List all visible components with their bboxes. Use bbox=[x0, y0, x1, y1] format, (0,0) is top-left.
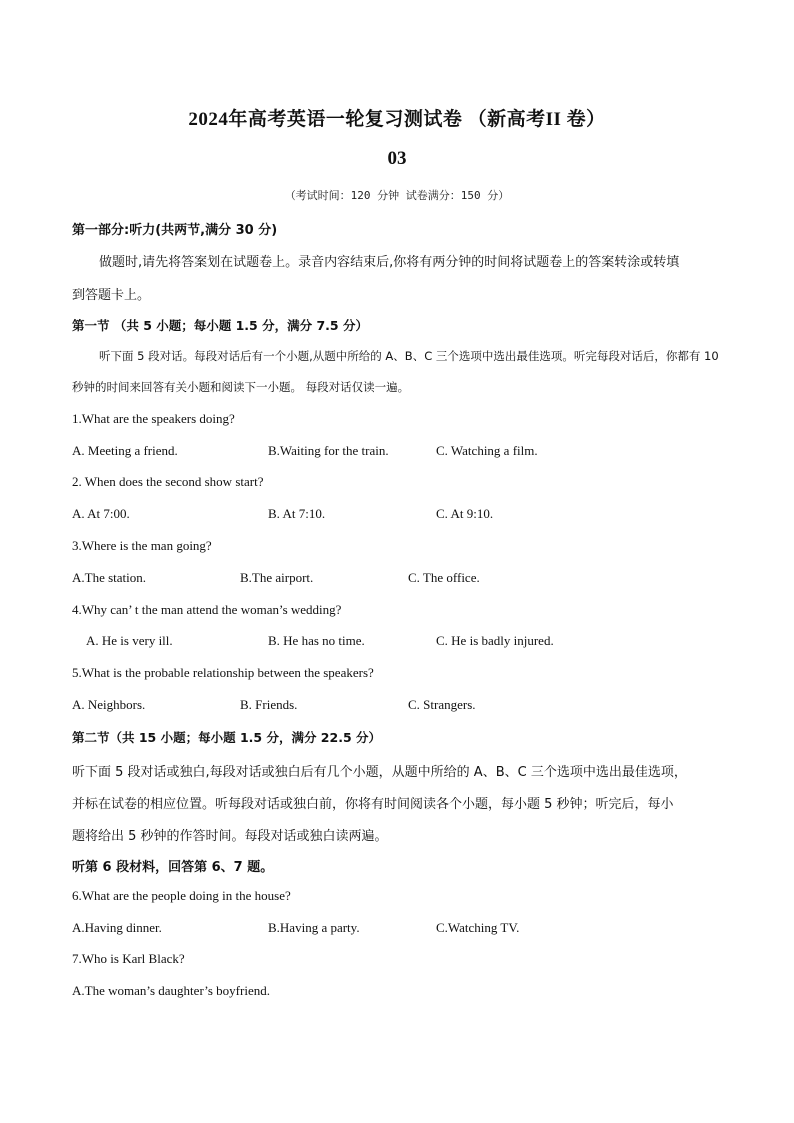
question-3: 3.Where is the man going? bbox=[72, 538, 212, 553]
q5-option-b: B. Friends. bbox=[240, 697, 298, 712]
q2-option-c: C. At 9:10. bbox=[436, 506, 494, 521]
q2-option-b: B. At 7:10. bbox=[268, 506, 326, 521]
q1-option-c: C. Watching a film. bbox=[436, 443, 538, 458]
q6-option-c: C.Watching TV. bbox=[436, 920, 520, 935]
q4-option-c: C. He is badly injured. bbox=[436, 633, 554, 648]
part1-instructions-line2: 到答题卡上。 bbox=[72, 288, 151, 303]
page-title: 2024年高考英语一轮复习测试卷 （新高考II 卷） bbox=[188, 109, 606, 130]
part1-heading: 第一部分:听力(共两节,满分 30 分) bbox=[72, 223, 278, 238]
section1-instructions-line2: 秒钟的时间来回答有关小题和阅读下一小题。 每段对话仅读一遍。 bbox=[72, 380, 410, 394]
q4-option-b: B. He has no time. bbox=[268, 633, 365, 648]
question-2: 2. When does the second show start? bbox=[72, 474, 264, 489]
q5-option-c: C. Strangers. bbox=[408, 697, 476, 712]
section2-heading: 第二节（共 15 小题；每小题 1.5 分，满分 22.5 分） bbox=[72, 730, 381, 745]
section2-instructions-line3: 题将给出 5 秒钟的作答时间。每段对话或独白读两遍。 bbox=[72, 829, 388, 844]
part1-instructions-line1: 做题时,请先将答案划在试题卷上。录音内容结束后,你将有两分钟的时间将试题卷上的答案转涂或转填 bbox=[99, 255, 680, 270]
q3-option-a: A.The station. bbox=[72, 570, 147, 585]
q1-option-b: B.Waiting for the train. bbox=[268, 443, 389, 458]
question-4: 4.Why can’ t the man attend the woman’s wedding? bbox=[72, 602, 342, 617]
q3-option-b: B.The airport. bbox=[240, 570, 314, 585]
q4-option-a: A. He is very ill. bbox=[86, 633, 173, 648]
q6-option-b: B.Having a party. bbox=[268, 920, 360, 935]
q5-option-a: A. Neighbors. bbox=[72, 697, 146, 712]
question-5: 5.What is the probable relationship between the speakers? bbox=[72, 665, 374, 680]
q3-option-c: C. The office. bbox=[408, 570, 480, 585]
section2-instructions-line1: 听下面 5 段对话或独白,每段对话或独白后有几个小题，从题中所给的 A、B、C 三个选项中选出最佳选项， bbox=[72, 765, 687, 780]
q1-option-a: A. Meeting a friend. bbox=[72, 443, 178, 458]
section1-instructions-line1: 听下面 5 段对话。每段对话后有一个小题,从题中所给的 A、B、C 三个选项中选出最佳选项。听完每段对话后，你都有 10 bbox=[99, 349, 719, 363]
page-subtitle: 03 bbox=[387, 148, 407, 169]
q2-option-a: A. At 7:00. bbox=[72, 506, 130, 521]
q7-option-a: A.The woman’s daughter’s boyfriend. bbox=[72, 983, 270, 998]
question-6: 6.What are the people doing in the house? bbox=[72, 888, 291, 903]
question-1: 1.What are the speakers doing? bbox=[72, 411, 235, 426]
q6-option-a: A.Having dinner. bbox=[72, 920, 162, 935]
section1-heading: 第一节 （共 5 小题；每小题 1.5 分，满分 7.5 分） bbox=[72, 318, 368, 333]
material-6-heading: 听第 6 段材料，回答第 6、7 题。 bbox=[72, 860, 274, 875]
section2-instructions-line2: 并标在试卷的相应位置。听每段对话或独白前，你将有时间阅读各个小题，每小题 5 秒钟；听完后，每小 bbox=[72, 797, 674, 812]
exam-info: （考试时间：120 分钟 试卷满分：150 分） bbox=[284, 189, 510, 202]
question-7: 7.Who is Karl Black? bbox=[72, 951, 185, 966]
